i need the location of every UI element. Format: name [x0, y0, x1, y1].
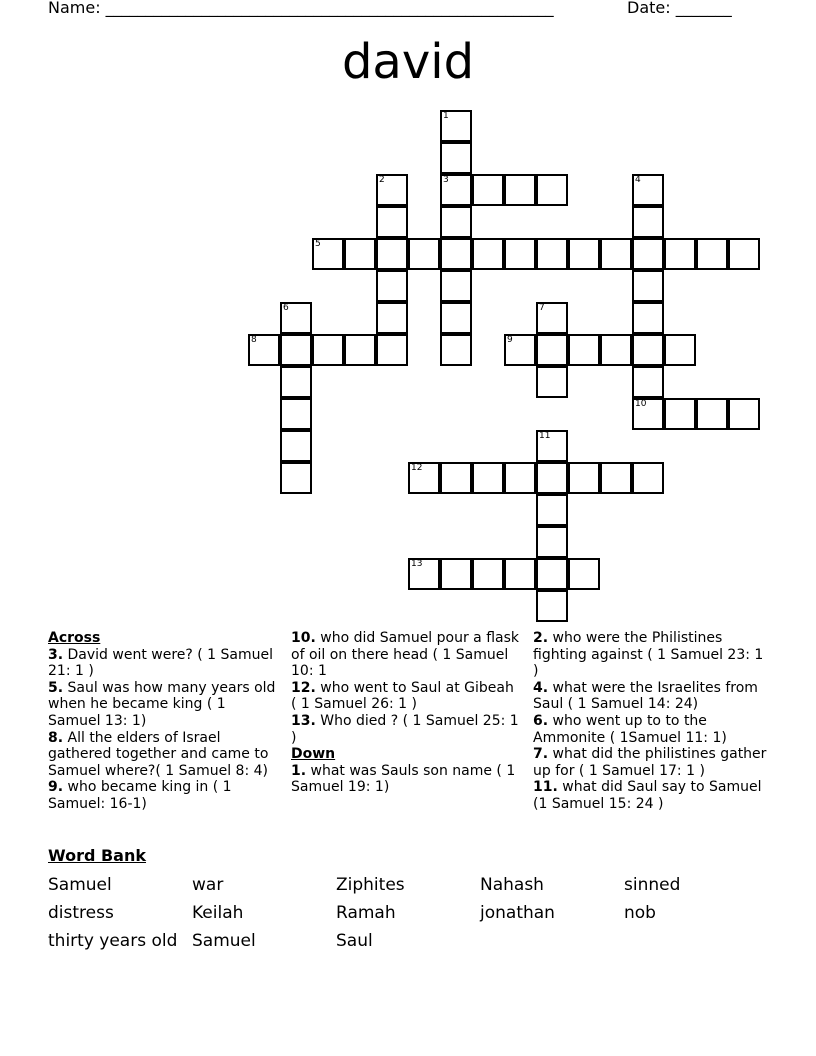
clue-number: 1: [443, 111, 449, 121]
crossword-cell[interactable]: [408, 238, 440, 270]
word-bank-item: Keilah: [192, 903, 244, 923]
clue-number: 11: [539, 431, 551, 441]
clue-number: 9: [507, 335, 513, 345]
clue-across-13: 13. Who died ? ( 1 Samuel 25: 1 ): [291, 712, 519, 746]
crossword-cell[interactable]: [536, 494, 568, 526]
crossword-cell[interactable]: [344, 334, 376, 366]
crossword-cell[interactable]: [632, 302, 664, 334]
down-heading: Down: [291, 746, 336, 763]
crossword-cell[interactable]: [376, 334, 408, 366]
crossword-cell[interactable]: [536, 366, 568, 398]
crossword-cell[interactable]: [696, 398, 728, 430]
clue-number: 3: [443, 175, 449, 185]
crossword-cell[interactable]: [312, 334, 344, 366]
crossword-cell[interactable]: [632, 366, 664, 398]
crossword-cell[interactable]: [280, 398, 312, 430]
page-title: david: [341, 34, 475, 90]
word-bank-item: nob: [624, 903, 656, 923]
crossword-cell[interactable]: [440, 174, 472, 206]
crossword-cell[interactable]: [600, 462, 632, 494]
crossword-cell[interactable]: [600, 238, 632, 270]
crossword-cell[interactable]: [536, 302, 568, 334]
crossword-cell[interactable]: [280, 462, 312, 494]
crossword-cell[interactable]: [472, 558, 504, 590]
crossword-cell[interactable]: [472, 238, 504, 270]
crossword-cell[interactable]: [536, 558, 568, 590]
crossword-cell[interactable]: [536, 590, 568, 622]
clue-number: 2: [379, 175, 385, 185]
clue-number: 6: [283, 303, 289, 313]
crossword-cell[interactable]: [632, 238, 664, 270]
crossword-cell[interactable]: [280, 302, 312, 334]
word-bank-item: Ramah: [336, 903, 396, 923]
crossword-cell[interactable]: [344, 238, 376, 270]
clue-down-2: 2. who were the Philistines fighting against ( 1 Samuel 23: 1 ): [533, 630, 764, 680]
crossword-cell[interactable]: [312, 238, 344, 270]
crossword-cell[interactable]: [632, 334, 664, 366]
crossword-cell[interactable]: [440, 238, 472, 270]
crossword-cell[interactable]: [440, 110, 472, 142]
word-bank-item: war: [192, 875, 224, 895]
clue-down-4: 4. what were the Israelites from Saul ( 1 Samuel 14: 24): [533, 679, 758, 713]
crossword-cell[interactable]: [600, 334, 632, 366]
clue-across-9: 9. who became king in ( 1 Samuel: 16-1): [48, 779, 232, 812]
clue-number: 12: [411, 463, 423, 473]
crossword-cell[interactable]: [696, 238, 728, 270]
clues-column-3: [533, 630, 771, 813]
crossword-cell[interactable]: [504, 462, 536, 494]
crossword-cell[interactable]: [472, 174, 504, 206]
word-bank-item: sinned: [624, 875, 681, 895]
crossword-cell[interactable]: [440, 462, 472, 494]
crossword-cell[interactable]: [664, 398, 696, 430]
crossword-cell[interactable]: [248, 334, 280, 366]
crossword-cell[interactable]: [280, 334, 312, 366]
clue-number: 7: [539, 303, 545, 313]
crossword-cell[interactable]: [280, 430, 312, 462]
crossword-cell[interactable]: [376, 206, 408, 238]
word-bank-item: thirty years old: [48, 931, 178, 951]
crossword-cell[interactable]: [408, 558, 440, 590]
crossword-cell[interactable]: [376, 238, 408, 270]
clue-across-12: 12. who went to Saul at Gibeah ( 1 Samuel 26: 1 ): [291, 679, 514, 713]
clue-across-10: 10. who did Samuel pour a flask of oil on there head ( 1 Samuel 10: 1: [291, 630, 520, 680]
crossword-cell[interactable]: [632, 398, 664, 430]
crossword-cell[interactable]: [408, 462, 440, 494]
crossword-cell[interactable]: [504, 334, 536, 366]
crossword-cell[interactable]: [568, 462, 600, 494]
word-bank-item: jonathan: [480, 903, 555, 923]
crossword-cell[interactable]: [664, 238, 696, 270]
crossword-cell[interactable]: [536, 174, 568, 206]
clue-number: 5: [315, 239, 321, 249]
crossword-cell[interactable]: [440, 302, 472, 334]
name-field-label[interactable]: Name: ________________________________________________________: [48, 0, 554, 17]
crossword-cell[interactable]: [632, 462, 664, 494]
word-bank-item: Saul: [336, 931, 373, 951]
crossword-cell[interactable]: [504, 174, 536, 206]
clue-down-6: 6. who went up to to the Ammonite ( 1Samuel 11: 1): [533, 712, 727, 746]
crossword-cell[interactable]: [728, 238, 760, 270]
across-heading: Across: [48, 630, 101, 646]
clue-across-8: 8. All the elders of Israel gathered together and came to Samuel where?( 1 Samuel 8: 4): [48, 729, 269, 779]
crossword-cell[interactable]: [568, 238, 600, 270]
crossword-cell[interactable]: [536, 238, 568, 270]
crossword-cell[interactable]: [568, 334, 600, 366]
crossword-cell[interactable]: [632, 270, 664, 302]
clue-number: 10: [635, 399, 647, 409]
crossword-cell[interactable]: [664, 334, 696, 366]
crossword-cell[interactable]: [376, 302, 408, 334]
clue-number: 8: [251, 335, 257, 345]
crossword-cell[interactable]: [280, 366, 312, 398]
date-field-label[interactable]: Date: _______: [627, 0, 732, 17]
clue-down-1: 1. what was Sauls son name ( 1 Samuel 19: 1): [291, 762, 516, 796]
crossword-cell[interactable]: [440, 270, 472, 302]
crossword-cell[interactable]: [568, 558, 600, 590]
word-bank-item: Samuel: [192, 931, 256, 951]
crossword-cell[interactable]: [632, 206, 664, 238]
crossword-cell[interactable]: [440, 206, 472, 238]
word-bank-item: distress: [48, 903, 114, 923]
clue-across-3: 3. David went were? ( 1 Samuel 21: 1 ): [48, 646, 274, 680]
clue-across-5: 5. Saul was how many years old when he became king ( 1 Samuel 13: 1): [48, 679, 276, 729]
crossword-cell[interactable]: [728, 398, 760, 430]
word-bank-item: Ziphites: [336, 875, 405, 895]
crossword-cell[interactable]: [536, 526, 568, 558]
clues-column-1: [48, 630, 280, 813]
clue-down-7: 7. what did the philistines gather up for ( 1 Samuel 17: 1 ): [533, 746, 767, 779]
crossword-cell[interactable]: [376, 270, 408, 302]
crossword-cell[interactable]: [504, 238, 536, 270]
crossword-cell[interactable]: [440, 558, 472, 590]
clue-number: 13: [411, 559, 423, 569]
crossword-cell[interactable]: [504, 558, 536, 590]
crossword-cell[interactable]: [632, 174, 664, 206]
crossword-cell[interactable]: [440, 334, 472, 366]
crossword-cell[interactable]: [536, 334, 568, 366]
clue-number: 4: [635, 175, 641, 185]
word-bank-item: Samuel: [48, 875, 112, 895]
crossword-cell[interactable]: [376, 174, 408, 206]
crossword-cell[interactable]: [536, 430, 568, 462]
crossword-cell[interactable]: [536, 462, 568, 494]
crossword-cell[interactable]: [440, 142, 472, 174]
clues-column-2: [291, 630, 521, 796]
clue-down-11: 11. what did Saul say to Samuel (1 Samuel 15: 24 ): [533, 779, 762, 812]
crossword-cell[interactable]: [472, 462, 504, 494]
word-bank-title: Word Bank: [48, 846, 147, 865]
word-bank-item: Nahash: [480, 875, 544, 895]
